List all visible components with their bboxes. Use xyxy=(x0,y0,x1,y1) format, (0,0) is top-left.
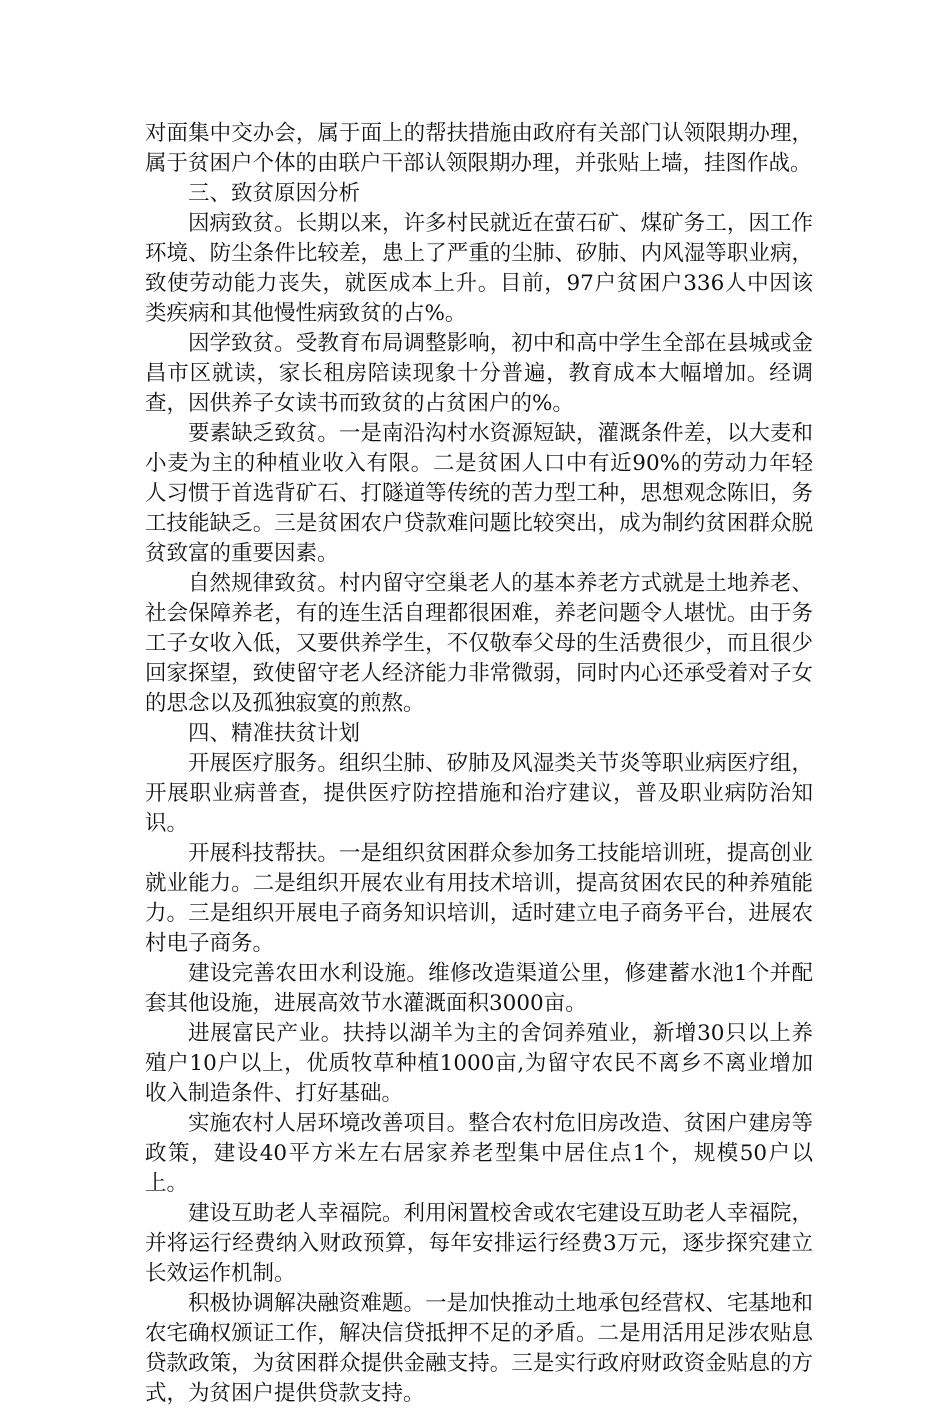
section-heading-plan: 四、精准扶贫计划 xyxy=(188,721,361,746)
paragraph-irrigation: 建设完善农田水利设施。维修改造渠道公里，修建蓄水池1个并配套其他设施，进展高效节水灌溉面积3000亩。 xyxy=(145,961,813,1016)
paragraph-continued: 对面集中交办会，属于面上的帮扶措施由政府有关部门认领限期办理，属于贫困户个体的由联户干部认领限期办理，并张贴上墙，挂图作战。 xyxy=(145,121,813,176)
paragraph-technology: 开展科技帮扶。一是组织贫困群众参加务工技能培训班，提高创业就业能力。二是组织开展农业有用技术培训，提高贫困农民的种养殖能力。三是组织开展电子商务知识培训，适时建立电子商务平台，进展农村电子商务。 xyxy=(145,841,813,956)
section-heading-causes: 三、致贫原因分析 xyxy=(188,181,361,206)
paragraph-education: 因学致贫。受教育布局调整影响，初中和高中学生全部在县城或金昌市区就读，家长租房陪读现象十分普遍，教育成本大幅增加。经调查，因供养子女读书而致贫的占贫困户的%。 xyxy=(145,331,813,416)
paragraph-elderly: 自然规律致贫。村内留守空巢老人的基本养老方式就是土地养老、社会保障养老，有的连生活自理都很困难，养老问题令人堪忧。由于务工子女收入低，又要供养学生，不仅敬奉父母的生活费很少，而且很少回家探望，致使留守老人经济能力非常微弱，同时内心还承受着对子女的思念以及孤独寂寞的煎熬。 xyxy=(145,571,813,716)
document-body xyxy=(145,119,813,1409)
paragraph-housing: 实施农村人居环境改善项目。整合农村危旧房改造、贫困户建房等政策，建设40平方米左右居家养老型集中居住点1个，规模50户以上。 xyxy=(145,1111,813,1196)
paragraph-financing: 积极协调解决融资难题。一是加快推动土地承包经营权、宅基地和农宅确权颁证工作，解决信贷抵押不足的矛盾。二是用活用足涉农贴息贷款政策，为贫困群众提供金融支持。三是实行政府财政资金贴息的方式，为贫困户提供贷款支持。 xyxy=(145,1291,813,1406)
paragraph-resources: 要素缺乏致贫。一是南沿沟村水资源短缺，灌溉条件差，以大麦和小麦为主的种植业收入有限。二是贫困人口中有近90%的劳动力年轻人习惯于首选背矿石、打隧道等传统的苦力型工种，思想观念陈旧，务工技能缺乏。三是贫困农户贷款难问题比较突出，成为制约贫困群众脱贫致富的重要因素。 xyxy=(145,421,813,566)
paragraph-industry: 进展富民产业。扶持以湖羊为主的舍饲养殖业，新增30只以上养殖户10户以上，优质牧草种植1000亩,为留守农民不离乡不离业增加收入制造条件、打好基础。 xyxy=(145,1021,813,1106)
paragraph-illness: 因病致贫。长期以来，许多村民就近在萤石矿、煤矿务工，因工作环境、防尘条件比较差，患上了严重的尘肺、矽肺、内风湿等职业病，致使劳动能力丧失，就医成本上升。目前，97户贫困户336人中因该类疾病和其他慢性病致贫的占%。 xyxy=(145,211,813,326)
paragraph-elderly-home: 建设互助老人幸福院。利用闲置校舍或农宅建设互助老人幸福院，并将运行经费纳入财政预算，每年安排运行经费3万元，逐步探究建立长效运作机制。 xyxy=(145,1201,813,1286)
paragraph-medical: 开展医疗服务。组织尘肺、矽肺及风湿类关节炎等职业病医疗组，开展职业病普查，提供医疗防控措施和治疗建议，普及职业病防治知识。 xyxy=(145,751,813,836)
